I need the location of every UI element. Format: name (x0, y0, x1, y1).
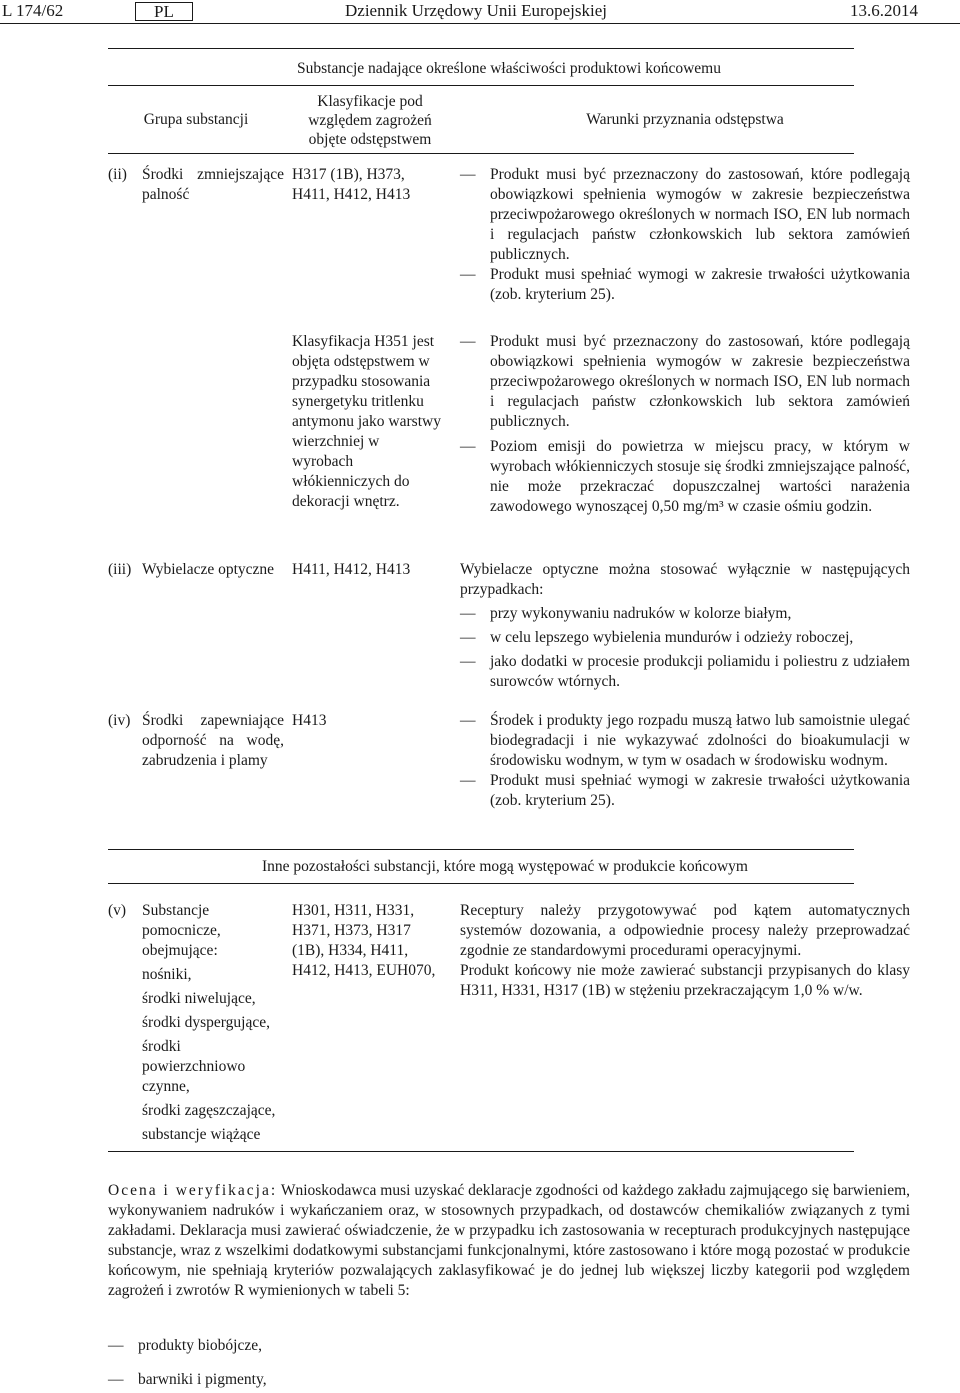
list-item (460, 771, 910, 811)
table-caption-top: Substancje nadające określone właściwości produktowi końcowemu (297, 60, 721, 77)
journal-title: Dziennik Urzędowy Unii Europejskiej (345, 1, 608, 20)
page-header (0, 0, 960, 24)
list-item (460, 711, 910, 771)
dash-bullet: — (460, 438, 476, 455)
row-number: (iv) (108, 712, 131, 729)
column-header-classification: Klasyfikacje pod względem zagrożeń objęte odstępstwem (308, 93, 432, 148)
list-item-text: produkty biobójcze, (138, 1337, 262, 1354)
dash-bullet: — (108, 1371, 124, 1388)
header-rule (0, 23, 960, 24)
list-item (460, 628, 910, 648)
caption-rule (108, 883, 854, 884)
dash-bullet: — (460, 333, 476, 350)
dash-bullet: — (460, 629, 476, 646)
conditions-cell (460, 332, 910, 517)
table-row-group (108, 711, 284, 771)
classification-cell: H411, H412, H413 (292, 561, 411, 578)
dash-bullet: — (460, 653, 476, 670)
assessment-label: Ocena i weryfikacja: (108, 1182, 278, 1199)
group-line: środki niwelujące, (142, 990, 256, 1007)
group-line: substancje wiążące (142, 1126, 261, 1143)
classification-cell: H317 (1B), H373, H411, H412, H413 (292, 166, 411, 203)
list-item (108, 1370, 910, 1390)
column-header-group: Grupa substancji (143, 111, 249, 128)
classification-cell: Klasyfikacja H351 jest objęta odstępstwem w przypadku stosowania synergetyku tritlenku antymonu jako warstwy wierzchniej w wyrobach włókienniczych do dekoracji wnętrz. (292, 333, 441, 510)
table-row-group (108, 901, 284, 1145)
conditions-cell (460, 560, 910, 692)
condition-text: Poziom emisji do powietrza w miejscu pracy, w którym w wyrobach włókienniczych stosuje się środki zmniejszające palność, nie może przekraczać dopuszczalnej wartości narażenia zawodowego wynoszącej 0,50 mg/m³ w czasie ośmiu godzin. (490, 438, 910, 515)
group-name: Środki zmniejszające palność (142, 166, 284, 203)
publication-date: 13.6.2014 (850, 1, 918, 20)
group-line: środki zagęszczające, (142, 1102, 276, 1119)
condition-text: Produkt musi spełniać wymogi w zakresie trwałości użytkowania (zob. kryterium 25). (490, 772, 910, 809)
condition-text: Produkt końcowy nie może zawierać substancji przypisanych do klasy H311, H331, H317 (1B) w stężeniu przekraczającym 1,0 % w/w. (460, 962, 910, 999)
list-item (460, 265, 910, 305)
conditions-intro: Wybielacze optyczne można stosować wyłącznie w następujących przypadkach: (460, 561, 910, 598)
table-caption-mid: Inne pozostałości substancji, które mogą występować w produkcie końcowym (262, 858, 748, 875)
table-row-group (108, 165, 284, 205)
table-bottom-rule (108, 1151, 854, 1152)
group-list (142, 901, 284, 1145)
assessment-paragraph (108, 1181, 910, 1301)
row-number: (v) (108, 902, 127, 919)
table-row-group (108, 560, 284, 580)
list-item (460, 437, 910, 517)
condition-text: jako dodatki w procesie produkcji poliamidu i poliestru z udziałem surowców wtórnych. (490, 653, 910, 690)
condition-text: Produkt musi spełniać wymogi w zakresie trwałości użytkowania (zob. kryterium 25). (490, 266, 910, 303)
table-top-rule (108, 48, 854, 49)
row-number: (ii) (108, 166, 127, 183)
list-item (108, 1336, 910, 1356)
group-line: nośniki, (142, 966, 192, 983)
conditions-cell (460, 165, 910, 305)
condition-text: w celu lepszego wybielenia mundurów i odzieży roboczej, (490, 629, 854, 646)
group-line: środki powierzchniowo czynne, (142, 1038, 246, 1095)
group-name: Wybielacze optyczne (142, 561, 275, 578)
column-header-rule (108, 153, 854, 154)
caption-rule (108, 85, 854, 86)
group-name: Środki zapewniające odporność na wodę, zabrudzenia i plamy (142, 712, 284, 769)
dash-bullet: — (460, 712, 476, 729)
group-line: środki dyspergujące, (142, 1014, 270, 1031)
classification-cell: H413 (292, 712, 327, 729)
list-item (460, 332, 910, 432)
condition-text: przy wykonywaniu nadruków w kolorze białym, (490, 605, 792, 622)
list-item (460, 165, 910, 265)
condition-text: Środek i produkty jego rozpadu muszą łatwo lub samoistnie ulegać biodegradacji i nie wykazywać zdolności do bioakumulacji w środowisku wodnym, w tym w osadach w środowisku wodnym. (490, 712, 910, 769)
condition-text: Produkt musi być przeznaczony do zastosowań, które podlegają obowiązkowi spełnienia wymogów w zakresie bezpieczeństwa przeciwpożarowego określonych w normach ISO, EN lub normach i regulacjach państw członkowskich lub sektora zamówień publicznych. (490, 333, 910, 430)
conditions-cell (460, 711, 910, 811)
condition-text: Produkt musi być przeznaczony do zastosowań, które podlegają obowiązkowi spełnienia wymogów w zakresie bezpieczeństwa przeciwpożarowego określonych w normach ISO, EN lub normach i regulacjach państw członkowskich lub sektora zamówień publicznych. (490, 166, 910, 263)
row-number: (iii) (108, 561, 132, 578)
classification-cell: H301, H311, H331, H371, H373, H317 (1B), H334, H411, H412, H413, EUH070, (292, 902, 436, 979)
dash-bullet: — (460, 166, 476, 183)
column-header-conditions: Warunki przyznania odstępstwa (586, 111, 784, 128)
dash-bullet: — (108, 1337, 124, 1354)
dash-bullet: — (460, 266, 476, 283)
list-item-text: barwniki i pigmenty, (138, 1371, 267, 1388)
assessment-list (108, 1336, 910, 1390)
page-reference: L 174/62 (2, 1, 64, 20)
list-item (460, 652, 910, 692)
assessment-text: Wnioskodawca musi uzyskać deklaracje zgodności od każdego zakładu zajmującego się barwieniem, wykonywaniem nadruków i wykańczaniem oraz, w stosownych przypadkach, od dostawców chemikaliów związanych z tymi zakładami. Deklaracja musi zawierać oświadczenie, że w przypadku ich zastosowania w recepturach produkcyjnych następujące substancje, wraz z wszelkimi dodatkowymi substancjami funkcjonalnymi, które zastosowano i które mogą pozostać w produkcie końcowym, nie spełniają kryteriów pozwalających zaklasyfikować je do jednej lub większej liczby kategorii pod względem zagrożeń i zwrotów R wymienionych w tabeli 5: (108, 1182, 911, 1299)
dash-bullet: — (460, 772, 476, 789)
group-line: Substancje pomocnicze, obejmujące: (142, 902, 221, 959)
conditions-cell (460, 901, 910, 1001)
condition-text: Receptury należy przygotowywać pod kątem automatycznych systemów dozowania, a odpowiednie procesy należy przeprowadzać zgodnie ze standardowymi procedurami operacyjnymi. (460, 902, 910, 959)
section-rule (108, 849, 854, 850)
language-badge: PL (135, 2, 193, 21)
dash-bullet: — (460, 605, 476, 622)
list-item (460, 604, 910, 624)
